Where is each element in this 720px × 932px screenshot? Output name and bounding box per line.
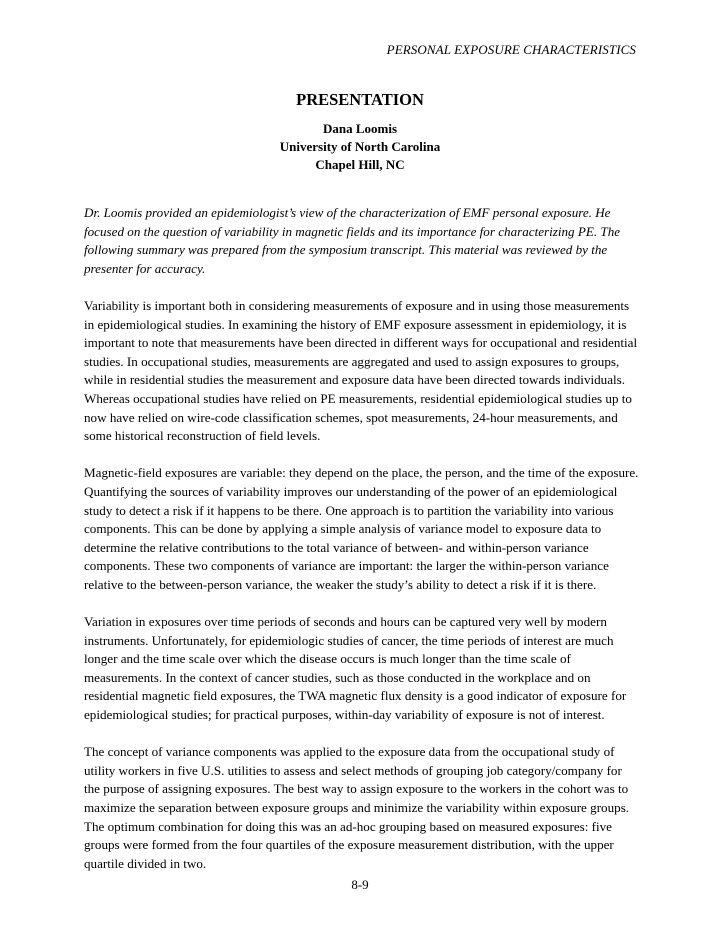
body-paragraph: Magnetic-field exposures are variable: they depend on the place, the person, and the time of the exposure. Quantifying the sources of variability improves our understanding of the power of an epidemiological study to detect a risk if it happens to be there. One approach is to partition the variability into various components. This can be done by applying a simple analysis of variance model to exposure data to determine the relative contributions to the total variance of between- and within-person variance components. These two components of variance are important: the larger the within-person variance relative to the between-person variance, the weaker the study’s ability to detect a risk if it is there. bbox=[84, 465, 639, 592]
author-name: Dana Loomis bbox=[322, 121, 398, 136]
body-paragraph: The concept of variance components was applied to the exposure data from the occupational study of utility workers in five U.S. utilities to assess and select methods of grouping job category/company for the purpose of assigning exposures. The best way to assign exposure to the workers in the cohort was to maximize the separation between exposure groups and minimize the variability within exposure groups. The optimum combination for doing this was an ad-hoc grouping based on measured exposures: five groups were formed from the four quartiles of the exposure measurement distribution, with the upper quartile divided in two. bbox=[84, 744, 630, 871]
intro-paragraph: Dr. Loomis provided an epidemiologist’s view of the characterization of EMF personal exposure. He focused on the question of variability in magnetic fields and its importance for characterizing PE. The following summary was prepared from the symposium transcript. This material was reviewed by the presenter for accuracy. bbox=[84, 205, 621, 276]
author-block bbox=[0, 120, 720, 174]
body-paragraph: Variation in exposures over time periods of seconds and hours can be captured very well by modern instruments. Unfortunately, for epidemiologic studies of cancer, the time periods of interest are much longer and the time scale over which the disease occurs is much longer than the time scale of measurements. In the context of cancer studies, such as those conducted in the workplace and on residential magnetic field exposures, the TWA magnetic flux density is a good indicator of exposure for epidemiological studies; for practical purposes, within-day variability of exposure is not of interest. bbox=[84, 614, 627, 723]
author-affiliation: University of North Carolina bbox=[279, 139, 441, 154]
body-paragraph: Variability is important both in considering measurements of exposure and in using those measurements in epidemiological studies. In examining the history of EMF exposure assessment in epidemiology, it is important to note that measurements have been directed in different ways for occupational and residential studies. In occupational studies, measurements are aggregated and used to assign exposures to groups, while in residential studies the measurement and exposure data have been directed towards individuals. Whereas occupational studies have relied on PE measurements, residential epidemiological studies up to now have relied on wire-code classification schemes, spot measurements, 24-hour measurements, and some historical reconstruction of field levels. bbox=[84, 297, 638, 444]
author-location: Chapel Hill, NC bbox=[315, 157, 405, 172]
page-title: PRESENTATION bbox=[296, 90, 424, 109]
page-number: 8-9 bbox=[351, 877, 369, 892]
body-text bbox=[84, 204, 640, 892]
running-header: PERSONAL EXPOSURE CHARACTERISTICS bbox=[386, 42, 636, 57]
